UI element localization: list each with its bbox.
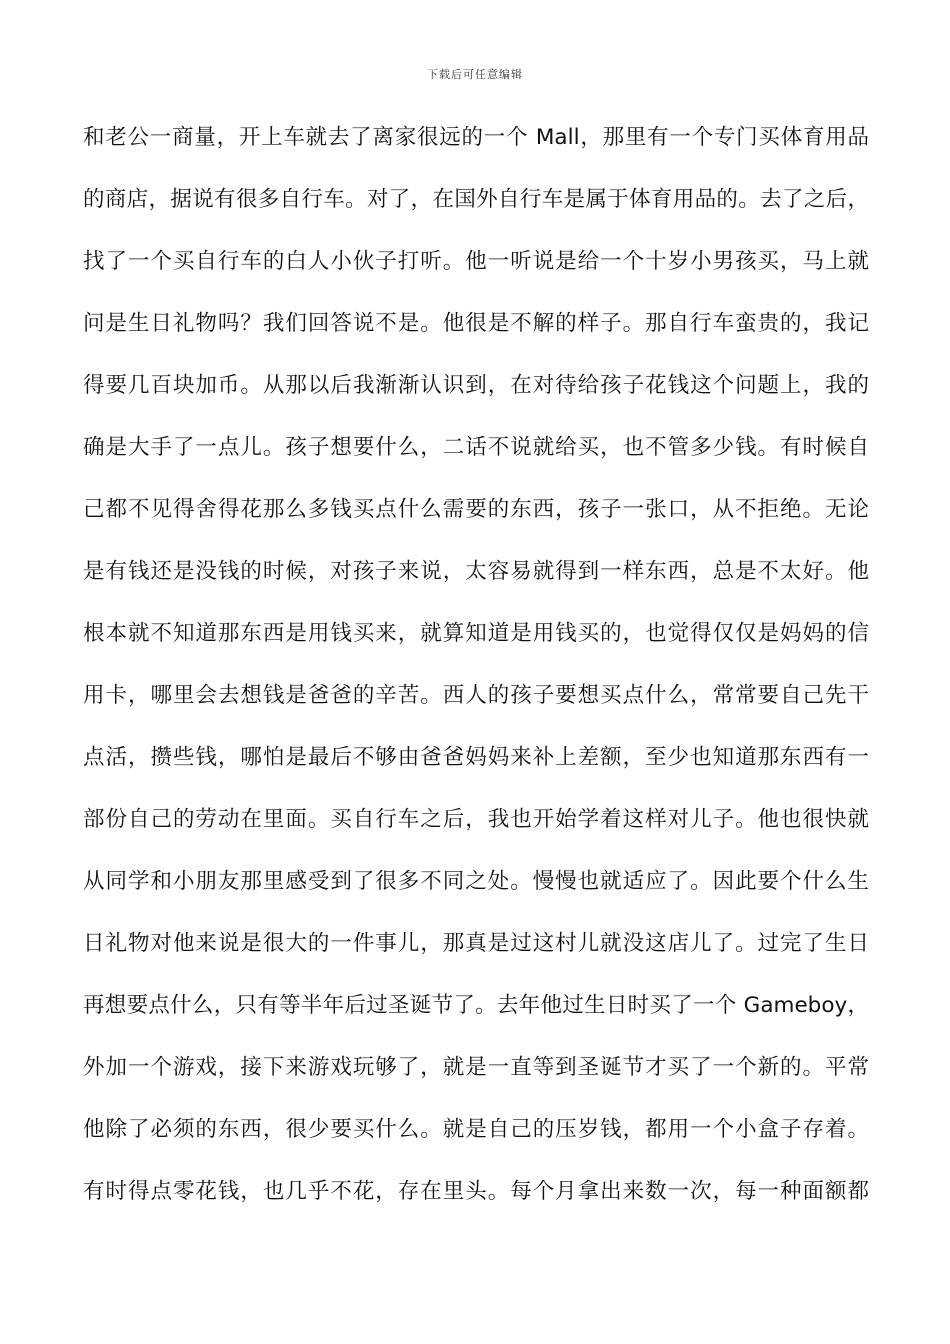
text-line: 根本就不知道那东西是用钱买来，就算知道是用钱买的，也觉得仅仅是妈妈的信 — [83, 621, 869, 646]
text-line: 找了一个买自行车的白人小伙子打听。他一听说是给一个十岁小男孩买，马上就 — [83, 249, 869, 274]
text-line: 外加一个游戏，接下来游戏玩够了，就是一直等到圣诞节才买了一个新的。平常 — [83, 1055, 869, 1080]
text-line: 部份自己的劳动在里面。买自行车之后，我也开始学着这样对儿子。他也很快就 — [83, 807, 869, 832]
text-line: 和老公一商量，开上车就去了离家很远的一个 Mall，那里有一个专门买体育用品 — [83, 125, 869, 150]
text-line: 确是大手了一点儿。孩子想要什么，二话不说就给买，也不管多少钱。有时候自 — [83, 435, 869, 460]
text-line: 从同学和小朋友那里感受到了很多不同之处。慢慢也就适应了。因此要个什么生 — [83, 869, 869, 894]
page-header: 下载后可任意编辑 — [427, 68, 523, 81]
text-line: 点活，攒些钱，哪怕是最后不够由爸爸妈妈来补上差额，至少也知道那东西有一 — [83, 745, 869, 770]
text-line: 有时得点零花钱，也几乎不花，存在里头。每个月拿出来数一次，每一种面额都 — [83, 1179, 869, 1204]
text-line: 再想要点什么，只有等半年后过圣诞节了。去年他过生日时买了一个 Gameboy， — [83, 993, 869, 1018]
text-line: 己都不见得舍得花那么多钱买点什么需要的东西，孩子一张口，从不拒绝。无论 — [83, 497, 869, 522]
text-line: 的商店，据说有很多自行车。对了，在国外自行车是属于体育用品的。去了之后， — [83, 187, 869, 212]
text-line: 问是生日礼物吗？我们回答说不是。他很是不解的样子。那自行车蛮贵的，我记 — [83, 311, 869, 336]
text-line: 日礼物对他来说是很大的一件事儿，那真是过这村儿就没这店儿了。过完了生日 — [83, 931, 869, 956]
text-line: 用卡，哪里会去想钱是爸爸的辛苦。西人的孩子要想买点什么，常常要自己先干 — [83, 683, 869, 708]
text-line: 得要几百块加币。从那以后我渐渐认识到，在对待给孩子花钱这个问题上，我的 — [83, 373, 869, 398]
body-text — [83, 118, 869, 1234]
text-line: 他除了必须的东西，很少要买什么。就是自己的压岁钱，都用一个小盒子存着。 — [83, 1117, 869, 1142]
text-line: 是有钱还是没钱的时候，对孩子来说，太容易就得到一样东西，总是不太好。他 — [83, 559, 869, 584]
